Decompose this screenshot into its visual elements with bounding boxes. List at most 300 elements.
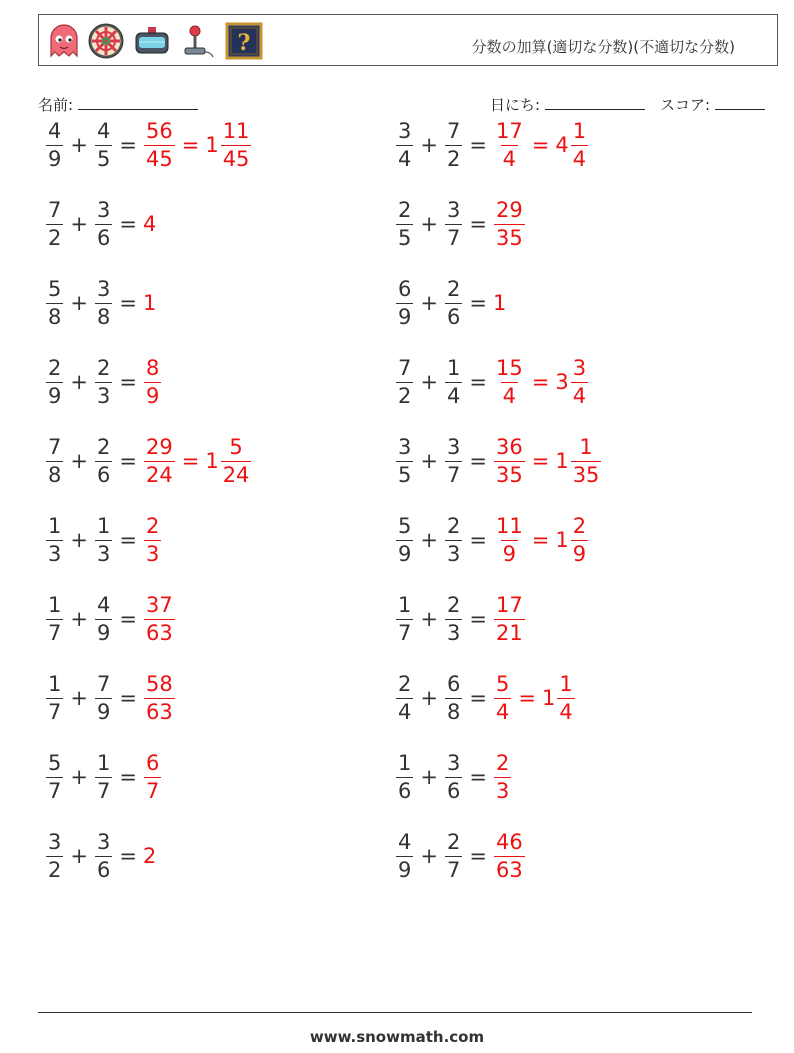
date-field[interactable]	[490, 94, 645, 115]
addend-fraction-numerator: 3	[398, 118, 412, 143]
equals-sign: =	[469, 528, 487, 552]
plus-sign: +	[420, 449, 438, 473]
addend-fraction-numerator: 1	[96, 513, 111, 538]
addend-fraction	[396, 118, 413, 171]
addend-fraction-denominator: 6	[446, 304, 461, 329]
problem-item	[395, 194, 526, 254]
worksheet-header	[38, 14, 778, 66]
addend-fraction	[95, 592, 112, 645]
addend-fraction-numerator: 3	[96, 829, 111, 854]
plus-sign: +	[420, 528, 438, 552]
answer-fraction-numerator: 5	[495, 671, 510, 696]
addend-fraction	[46, 118, 63, 171]
equals-sign: =	[119, 133, 137, 157]
addend-fraction-denominator: 5	[96, 146, 111, 171]
answer-equals-sign: =	[518, 686, 536, 710]
addend-fraction-denominator: 5	[398, 225, 412, 250]
ghost-icon	[45, 22, 83, 60]
problem-item	[45, 352, 162, 412]
addend-fraction-numerator: 1	[48, 592, 62, 617]
addend-fraction-denominator: 6	[446, 778, 461, 803]
answer-fraction-denominator: 35	[495, 225, 523, 250]
answer-fraction-numerator: 2	[495, 750, 510, 775]
plus-sign: +	[70, 291, 88, 315]
plus-sign: +	[70, 133, 88, 157]
addend-fraction-denominator: 9	[398, 857, 412, 882]
mixed-fraction-numerator: 1	[559, 671, 573, 696]
mixed-fraction-denominator: 9	[572, 541, 587, 566]
equals-sign: =	[119, 607, 137, 631]
problem-item	[45, 273, 156, 333]
joystick-icon	[179, 22, 217, 60]
addend-fraction	[46, 513, 63, 566]
addend-fraction-denominator: 2	[48, 225, 62, 250]
mixed-fraction	[571, 118, 588, 171]
problem-item	[395, 668, 576, 728]
addend-fraction-numerator: 1	[446, 355, 461, 380]
equals-sign: =	[469, 765, 487, 789]
addend-fraction	[95, 118, 112, 171]
answer-fraction-denominator: 4	[502, 383, 517, 408]
addend-fraction	[46, 434, 63, 487]
answer-fraction	[144, 118, 175, 171]
equals-sign: =	[469, 607, 487, 631]
mixed-whole: 1	[555, 528, 569, 552]
answer-fraction-denominator: 63	[145, 699, 173, 724]
addend-fraction-numerator: 2	[48, 355, 62, 380]
addend-fraction-numerator: 7	[48, 197, 62, 222]
addend-fraction	[46, 750, 63, 803]
addend-fraction-denominator: 2	[398, 383, 412, 408]
equals-sign: =	[469, 686, 487, 710]
answer-fraction-denominator: 4	[495, 699, 510, 724]
equals-sign: =	[469, 212, 487, 236]
addend-fraction-numerator: 5	[48, 276, 62, 301]
addend-fraction-numerator: 1	[48, 671, 62, 696]
answer	[493, 118, 589, 171]
answer	[143, 355, 162, 408]
addend-fraction	[396, 355, 413, 408]
addend-fraction	[396, 829, 413, 882]
addend-fraction-numerator: 4	[48, 118, 62, 143]
addend-fraction-denominator: 4	[398, 146, 412, 171]
equals-sign: =	[469, 133, 487, 157]
answer-fraction	[144, 513, 161, 566]
plus-sign: +	[70, 844, 88, 868]
mixed-fraction-denominator: 4	[559, 699, 573, 724]
addend-fraction-denominator: 8	[48, 462, 62, 487]
addend-fraction	[445, 434, 462, 487]
addend-fraction-denominator: 6	[96, 225, 111, 250]
addend-fraction-numerator: 2	[96, 355, 111, 380]
plus-sign: +	[420, 607, 438, 631]
mixed-fraction	[221, 434, 252, 487]
addend-fraction-numerator: 3	[96, 276, 111, 301]
equals-sign: =	[119, 765, 137, 789]
problem-item	[395, 510, 589, 570]
addend-fraction-numerator: 1	[398, 750, 412, 775]
footer-url: www.snowmath.com	[309, 1028, 485, 1046]
addend-fraction	[396, 513, 413, 566]
answer-fraction-denominator: 63	[145, 620, 173, 645]
answer	[493, 671, 576, 724]
answer-fraction	[494, 118, 525, 171]
answer	[493, 197, 526, 250]
equals-sign: =	[119, 844, 137, 868]
mixed-whole: 1	[555, 449, 569, 473]
addend-fraction-denominator: 9	[398, 304, 412, 329]
addend-fraction	[95, 671, 112, 724]
answer-fraction-denominator: 7	[145, 778, 160, 803]
answer-equals-sign: =	[531, 449, 550, 473]
mixed-fraction	[571, 434, 602, 487]
dartboard-icon	[87, 22, 125, 60]
addend-fraction	[445, 592, 462, 645]
addend-fraction	[445, 197, 462, 250]
addend-fraction-numerator: 6	[446, 671, 461, 696]
answer-fraction	[494, 592, 525, 645]
answer	[143, 212, 156, 236]
plus-sign: +	[70, 212, 88, 236]
mixed-whole: 1	[205, 133, 219, 157]
addend-fraction-denominator: 4	[398, 699, 412, 724]
addend-fraction-numerator: 7	[96, 671, 111, 696]
addend-fraction-numerator: 4	[96, 118, 111, 143]
addend-fraction-denominator: 6	[96, 462, 111, 487]
equals-sign: =	[469, 291, 487, 315]
equals-sign: =	[119, 528, 137, 552]
answer-whole: 2	[142, 844, 157, 868]
answer	[143, 750, 162, 803]
answer-fraction-numerator: 11	[495, 513, 523, 538]
answer-fraction	[494, 671, 511, 724]
addend-fraction-numerator: 2	[446, 592, 461, 617]
problem-item	[395, 273, 506, 333]
equals-sign: =	[469, 449, 487, 473]
answer	[493, 750, 512, 803]
answer-equals-sign: =	[181, 449, 200, 473]
problem-item	[395, 826, 526, 886]
plus-sign: +	[420, 133, 438, 157]
addend-fraction	[445, 829, 462, 882]
equals-sign: =	[119, 686, 137, 710]
addend-fraction-numerator: 4	[96, 592, 111, 617]
problem-item	[45, 194, 156, 254]
addend-fraction	[95, 434, 112, 487]
mixed-fraction-denominator: 45	[222, 146, 250, 171]
answer	[143, 671, 176, 724]
equals-sign: =	[119, 370, 137, 394]
answer-fraction	[144, 434, 175, 487]
answer-fraction-numerator: 29	[145, 434, 173, 459]
svg-text:?: ?	[237, 30, 251, 56]
addend-fraction	[445, 750, 462, 803]
mixed-fraction	[221, 118, 252, 171]
answer	[493, 592, 526, 645]
problem-item	[395, 747, 512, 807]
plus-sign: +	[420, 212, 438, 236]
addend-fraction-numerator: 4	[398, 829, 412, 854]
problem-item	[45, 826, 156, 886]
question-block-icon	[225, 22, 263, 60]
answer	[143, 844, 156, 868]
answer-equals-sign: =	[531, 370, 550, 394]
mixed-fraction-numerator: 2	[572, 513, 587, 538]
answer	[143, 434, 252, 487]
addend-fraction-denominator: 8	[96, 304, 111, 329]
answer-fraction-numerator: 17	[495, 592, 523, 617]
equals-sign: =	[119, 291, 137, 315]
addend-fraction-denominator: 6	[96, 857, 111, 882]
addend-fraction	[46, 671, 63, 724]
answer-fraction	[144, 671, 175, 724]
problem-item	[395, 115, 589, 175]
addend-fraction	[46, 829, 63, 882]
plus-sign: +	[70, 607, 88, 631]
score-blank[interactable]	[715, 95, 765, 110]
answer-fraction-denominator: 21	[495, 620, 523, 645]
addend-fraction	[95, 750, 112, 803]
plus-sign: +	[420, 765, 438, 789]
addend-fraction-numerator: 1	[398, 592, 412, 617]
addend-fraction-numerator: 1	[48, 513, 62, 538]
addend-fraction	[396, 197, 413, 250]
mixed-fraction-denominator: 35	[572, 462, 600, 487]
answer-whole: 4	[142, 212, 157, 236]
addend-fraction	[95, 197, 112, 250]
addend-fraction-denominator: 8	[48, 304, 62, 329]
mixed-whole: 1	[205, 449, 219, 473]
mixed-fraction-numerator: 1	[579, 434, 593, 459]
answer	[493, 355, 589, 408]
answer-fraction-denominator: 35	[495, 462, 523, 487]
plus-sign: +	[420, 686, 438, 710]
answer-fraction-numerator: 29	[495, 197, 523, 222]
answer-fraction-denominator: 45	[145, 146, 173, 171]
mixed-fraction-numerator: 11	[222, 118, 250, 143]
addend-fraction	[46, 592, 63, 645]
answer-fraction	[144, 750, 161, 803]
addend-fraction	[46, 276, 63, 329]
mixed-fraction-numerator: 1	[572, 118, 587, 143]
footer-divider	[38, 1012, 752, 1013]
answer-fraction-numerator: 56	[145, 118, 173, 143]
addend-fraction-numerator: 3	[96, 197, 111, 222]
addend-fraction	[46, 197, 63, 250]
answer	[493, 434, 602, 487]
answer-fraction-denominator: 24	[145, 462, 173, 487]
answer-fraction	[494, 197, 525, 250]
addend-fraction-denominator: 7	[446, 225, 461, 250]
addend-fraction-denominator: 5	[398, 462, 412, 487]
addend-fraction-denominator: 7	[446, 857, 461, 882]
addend-fraction-denominator: 9	[48, 383, 62, 408]
mixed-fraction-numerator: 3	[572, 355, 587, 380]
addend-fraction-denominator: 6	[398, 778, 412, 803]
problem-item	[45, 668, 176, 728]
addend-fraction	[95, 829, 112, 882]
date-blank[interactable]	[545, 95, 645, 110]
equals-sign: =	[119, 449, 137, 473]
answer-fraction-denominator: 3	[495, 778, 510, 803]
mixed-fraction-denominator: 24	[222, 462, 250, 487]
answer-fraction-numerator: 8	[145, 355, 160, 380]
answer-fraction	[494, 829, 525, 882]
addend-fraction-denominator: 4	[446, 383, 461, 408]
answer-fraction-numerator: 15	[495, 355, 523, 380]
addend-fraction-numerator: 5	[398, 513, 412, 538]
addend-fraction-numerator: 2	[96, 434, 111, 459]
answer-fraction	[144, 592, 175, 645]
addend-fraction-numerator: 2	[446, 276, 461, 301]
addend-fraction-denominator: 3	[446, 541, 461, 566]
addend-fraction-numerator: 7	[398, 355, 412, 380]
addend-fraction-denominator: 7	[48, 620, 62, 645]
addend-fraction	[396, 671, 413, 724]
answer-fraction	[494, 355, 525, 408]
addend-fraction	[396, 592, 413, 645]
answer-fraction-denominator: 9	[145, 383, 160, 408]
addend-fraction-denominator: 7	[398, 620, 412, 645]
answer	[493, 291, 506, 315]
addend-fraction-numerator: 3	[446, 750, 461, 775]
mixed-fraction	[571, 355, 588, 408]
name-blank[interactable]	[78, 95, 198, 110]
answer-fraction	[494, 750, 511, 803]
addend-fraction-denominator: 9	[96, 620, 111, 645]
answer-fraction-denominator: 3	[145, 541, 160, 566]
plus-sign: +	[70, 370, 88, 394]
answer-equals-sign: =	[531, 133, 550, 157]
addend-fraction	[396, 434, 413, 487]
addend-fraction-numerator: 3	[398, 434, 412, 459]
answer	[143, 118, 252, 171]
addend-fraction-numerator: 2	[446, 513, 461, 538]
answer-fraction	[144, 355, 161, 408]
mixed-fraction-denominator: 4	[572, 383, 587, 408]
problem-item	[45, 431, 252, 491]
addend-fraction-numerator: 5	[48, 750, 62, 775]
problem-item	[45, 115, 252, 175]
addend-fraction-denominator: 3	[96, 383, 111, 408]
addend-fraction-denominator: 8	[446, 699, 461, 724]
answer-equals-sign: =	[531, 528, 550, 552]
mixed-whole: 4	[555, 133, 569, 157]
plus-sign: +	[70, 765, 88, 789]
problem-item	[45, 747, 162, 807]
name-label: 名前:	[38, 96, 74, 114]
answer	[493, 513, 589, 566]
addend-fraction	[46, 355, 63, 408]
problem-item	[45, 589, 176, 649]
addend-fraction-numerator: 3	[446, 197, 461, 222]
plus-sign: +	[70, 449, 88, 473]
addend-fraction	[445, 513, 462, 566]
answer-fraction-numerator: 6	[145, 750, 160, 775]
answer-whole: 1	[142, 291, 157, 315]
answer-fraction-numerator: 46	[495, 829, 523, 854]
addend-fraction	[445, 276, 462, 329]
answer-fraction-denominator: 4	[502, 146, 517, 171]
addend-fraction-denominator: 2	[48, 857, 62, 882]
addend-fraction-denominator: 9	[96, 699, 111, 724]
answer-fraction-denominator: 9	[502, 541, 517, 566]
addend-fraction	[396, 750, 413, 803]
name-field[interactable]	[38, 94, 198, 115]
addend-fraction	[396, 276, 413, 329]
addend-fraction	[95, 513, 112, 566]
answer-fraction-numerator: 2	[145, 513, 160, 538]
plus-sign: +	[420, 370, 438, 394]
mixed-fraction-denominator: 4	[572, 146, 587, 171]
answer-fraction-denominator: 63	[495, 857, 523, 882]
addend-fraction-denominator: 3	[96, 541, 111, 566]
answer-fraction-numerator: 36	[495, 434, 523, 459]
addend-fraction-numerator: 6	[398, 276, 412, 301]
mixed-fraction	[557, 671, 574, 724]
equals-sign: =	[119, 212, 137, 236]
addend-fraction-numerator: 2	[398, 671, 412, 696]
addend-fraction	[445, 118, 462, 171]
answer	[493, 829, 526, 882]
problem-item	[395, 431, 602, 491]
worksheet-title: 分数の加算(適切な分数)(不適切な分数)	[471, 38, 735, 56]
addend-fraction-numerator: 3	[446, 434, 461, 459]
addend-fraction-numerator: 1	[96, 750, 111, 775]
addend-fraction-numerator: 3	[48, 829, 62, 854]
plus-sign: +	[420, 291, 438, 315]
mixed-whole: 3	[555, 370, 569, 394]
problem-item	[395, 589, 526, 649]
answer-fraction	[494, 434, 525, 487]
addend-fraction-denominator: 7	[96, 778, 111, 803]
addend-fraction-denominator: 9	[398, 541, 412, 566]
answer	[143, 291, 156, 315]
answer	[143, 513, 162, 566]
addend-fraction	[95, 276, 112, 329]
answer-equals-sign: =	[181, 133, 200, 157]
equals-sign: =	[469, 370, 487, 394]
addend-fraction-numerator: 2	[446, 829, 461, 854]
score-field[interactable]	[660, 94, 765, 115]
addend-fraction-denominator: 7	[48, 699, 62, 724]
date-label: 日にち:	[490, 96, 541, 114]
addend-fraction	[95, 355, 112, 408]
addend-fraction-numerator: 7	[446, 118, 461, 143]
addend-fraction	[445, 671, 462, 724]
vr-headset-icon	[133, 22, 171, 60]
addend-fraction-denominator: 7	[48, 778, 62, 803]
addend-fraction	[445, 355, 462, 408]
addend-fraction-numerator: 2	[398, 197, 412, 222]
addend-fraction-denominator: 7	[446, 462, 461, 487]
mixed-fraction-numerator: 5	[229, 434, 243, 459]
plus-sign: +	[70, 528, 88, 552]
answer-fraction	[494, 513, 525, 566]
plus-sign: +	[420, 844, 438, 868]
addend-fraction-denominator: 3	[48, 541, 62, 566]
plus-sign: +	[70, 686, 88, 710]
answer-fraction-numerator: 58	[145, 671, 173, 696]
answer-fraction-numerator: 37	[145, 592, 173, 617]
answer-whole: 1	[492, 291, 507, 315]
addend-fraction-numerator: 7	[48, 434, 62, 459]
addend-fraction-denominator: 2	[446, 146, 461, 171]
equals-sign: =	[469, 844, 487, 868]
addend-fraction-denominator: 3	[446, 620, 461, 645]
mixed-whole: 1	[541, 686, 556, 710]
answer-fraction-numerator: 17	[495, 118, 523, 143]
